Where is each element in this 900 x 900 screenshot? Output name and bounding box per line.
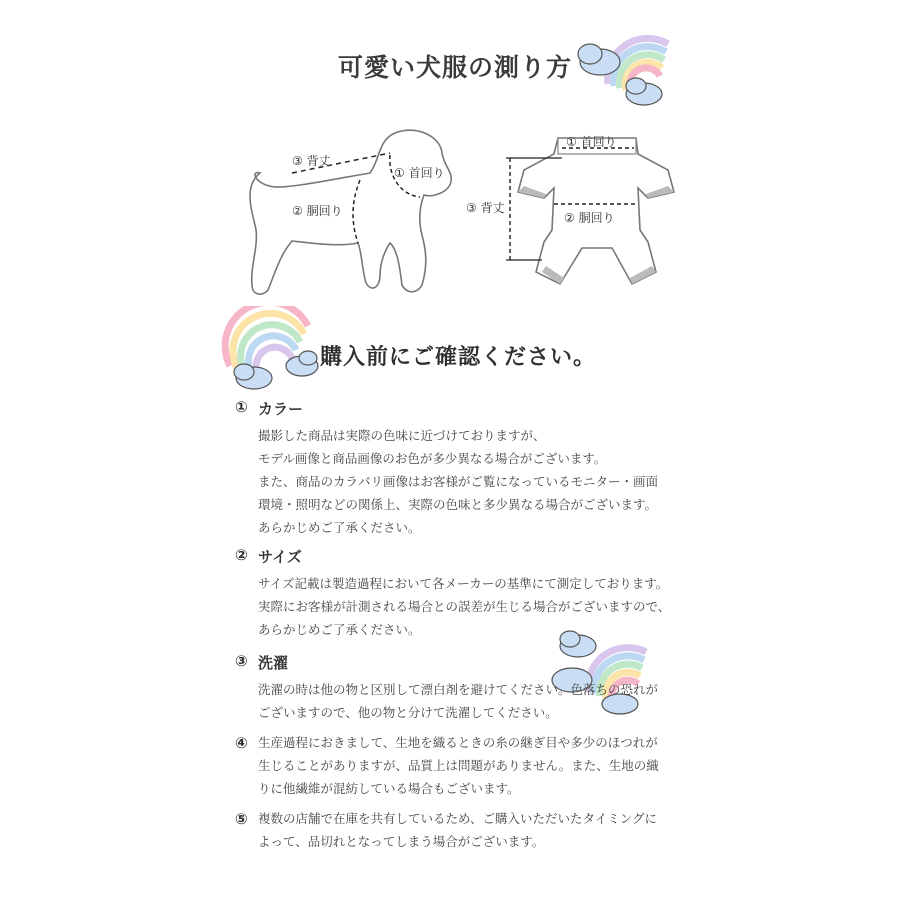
section-number: ②: [235, 546, 248, 564]
body-line: 実際にお客様が計測される場合との誤差が生じる場合がございますので、: [258, 599, 671, 614]
rainbow-cloud-icon: [218, 306, 323, 396]
section-heading: サイズ: [258, 548, 302, 566]
dog-measurement-diagram: [230, 125, 470, 305]
section-body: [258, 807, 657, 853]
garment-label-neck: ① 首回り: [566, 135, 617, 149]
dog-outline: [250, 130, 451, 294]
body-line: よって、品切れとなってしまう場合がございます。: [258, 834, 545, 849]
body-line: 生じることがありますが、品質上は問題がありません。また、生地の織: [258, 758, 659, 773]
section-number: ⑤: [235, 810, 248, 828]
body-line: モデル画像と商品画像のお色が多少異なる場合がございます。: [258, 451, 607, 466]
notice-title: 購入前にご確認ください。: [320, 345, 597, 370]
section-body: [258, 678, 658, 724]
dog-label-chest: ② 胴回り: [292, 204, 343, 218]
body-line: 生産過程におきまして、生地を織るときの糸の継ぎ目や多少のほつれが: [258, 735, 658, 750]
dog-label-back-length: ③ 背丈: [292, 154, 331, 168]
section-number: ③: [235, 652, 248, 670]
body-line: りに他繊維が混紡している場合もございます。: [258, 781, 520, 796]
body-line: 洗濯の時は他の物と区別して漂白剤を避けてください。色落ちの恐れが: [258, 682, 659, 697]
garment-label-chest: ② 胴回り: [564, 211, 615, 225]
page-title: 可愛い犬服の測り方: [337, 53, 572, 82]
body-line: 環境・照明などの関係上、実際の色味と多少異なる場合がございます。: [258, 497, 658, 512]
section-body: [258, 424, 658, 539]
body-line: サイズ記載は製造過程において各メーカーの基準にて測定しております。: [258, 576, 669, 591]
body-line: また、商品のカラバリ画像はお客様がご覧になっているモニター・画面: [258, 474, 659, 489]
section-number: ④: [235, 734, 248, 752]
garment-label-back-length: ③ 背丈: [466, 201, 505, 215]
section-heading: カラー: [258, 400, 304, 418]
section-heading: 洗濯: [258, 654, 289, 672]
rainbow-cloud-icon: [568, 14, 678, 109]
body-line: 複数の店舗で在庫を共有しているため、ご購入いただいたタイミングに: [258, 811, 658, 826]
section-number: ①: [235, 398, 248, 416]
section-body: [258, 731, 659, 800]
garment-measurement-diagram: [462, 130, 684, 290]
body-line: あらかじめご了承ください。: [258, 520, 421, 535]
body-line: あらかじめご了承ください。: [258, 622, 421, 637]
dog-label-neck: ① 首回り: [394, 166, 445, 180]
section-body: [258, 572, 670, 641]
body-line: ございますので、他の物と分けて洗濯してください。: [258, 705, 558, 720]
body-line: 撮影した商品は実際の色味に近づけておりますが、: [258, 428, 546, 443]
